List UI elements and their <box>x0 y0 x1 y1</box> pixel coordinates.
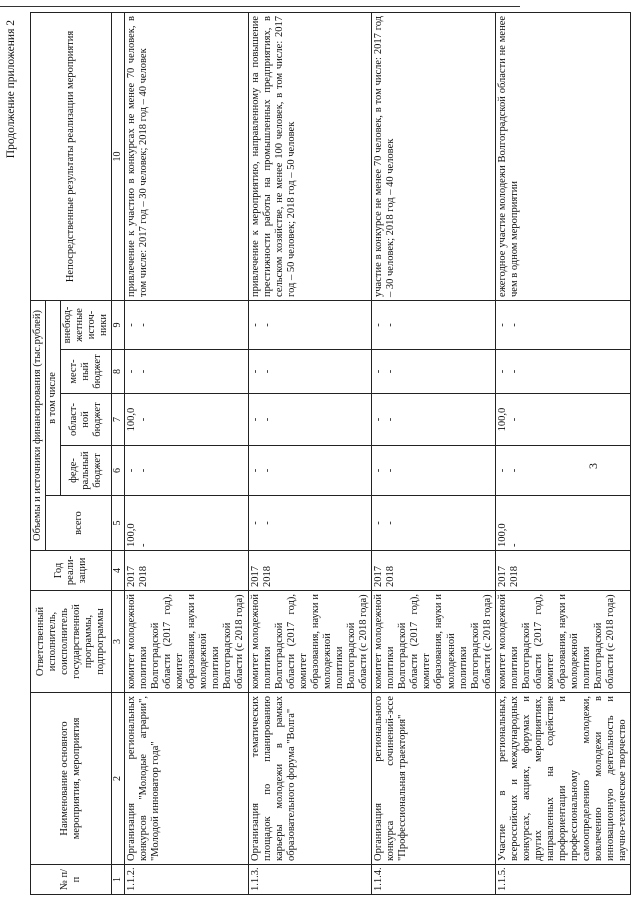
responsible-executor: комитет молодежной политики Волгоградской области (2017 год), комитет образования, науки и молодежной политики Волгоградской области (с 2018 года) <box>248 591 372 693</box>
col-number: 5 <box>112 496 125 551</box>
federal-amount: - - <box>124 446 248 496</box>
col-number: 2 <box>112 693 125 865</box>
col-number: 1 <box>112 865 125 895</box>
expected-result: привлечение к мероприятию, направленному на повышение престижности работы на промышленных предприятиях, в сельском хозяйстве, не менее 100 человек, в том числе: 2017 год – 50 человек; 2018 год – 50 человек <box>248 12 372 300</box>
col-number: 8 <box>112 350 125 394</box>
responsible-executor: комитет молодежной политики Волгоградской области (2017 год), комитет образования, науки и молодежной политики Волгоградской области (с 2018 года) <box>372 591 496 693</box>
federal-amount: - - <box>495 446 631 496</box>
header-responsible: Ответственный исполнитель, соисполнитель государственной программы, подпрограммы <box>31 591 112 693</box>
activity-name: Организация тематических площадок по планированию карьеры молодежи в рамках образовательного форума "Волга" <box>248 693 372 865</box>
local-amount: - - <box>372 350 496 394</box>
expected-result: привлечение к участию в конкурсах не менее 70 человек, в том числе: 2017 год – 30 человек; 2018 год – 40 человек <box>124 12 248 300</box>
federal-amount: - - <box>372 446 496 496</box>
table-row <box>124 12 248 894</box>
expected-result: ежегодное участие молодежи Волгоградской области не менее чем в одном мероприятии <box>495 12 631 300</box>
activity-name: Организация регионального конкурса сочинений-эссе "Профессиональная траектория" <box>372 693 496 865</box>
col-number: 9 <box>112 300 125 349</box>
regional-amount: - - <box>248 394 372 446</box>
activity-name: Участие в региональных, всероссийских и международных конкурсах, акциях, форумах и других мероприятиях, направленных на содействие профориентации и профессиональному самоопределению молодежи, вовлечению молодежи в инновационную деятельность и научно-техническое творчество <box>495 693 631 865</box>
page-number: 3 <box>586 463 600 469</box>
table-row <box>248 12 372 894</box>
header-total: всего <box>46 496 112 551</box>
table-row <box>372 12 496 894</box>
row-number: 1.1.3. <box>248 865 372 895</box>
total-amount: 100,0 - <box>495 496 631 551</box>
extra-amount: - - <box>372 300 496 349</box>
header-extra: внебюд- жетные источ- ники <box>61 300 112 349</box>
regional-amount: - - <box>372 394 496 446</box>
header-including: в том числе <box>46 300 61 495</box>
header-name: Наименование основного мероприятия, мероприятия <box>31 693 112 865</box>
col-number: 3 <box>112 591 125 693</box>
extra-amount: - - <box>495 300 631 349</box>
regional-amount: 100,0 - <box>495 394 631 446</box>
row-number: 1.1.4. <box>372 865 496 895</box>
col-number: 10 <box>112 12 125 300</box>
col-number: 7 <box>112 394 125 446</box>
table-row <box>495 12 631 894</box>
federal-amount: - - <box>248 446 372 496</box>
row-number: 1.1.2. <box>124 865 248 895</box>
col-number: 4 <box>112 551 125 591</box>
row-number: 1.1.5. <box>495 865 631 895</box>
header-num: № п/п <box>31 865 112 895</box>
implementation-years: 2017 2018 <box>372 551 496 591</box>
activity-name: Организация региональных конкурсов "Молодые аграрии", "Молодой инноватор года" <box>124 693 248 865</box>
total-amount: 100,0 - <box>124 496 248 551</box>
implementation-years: 2017 2018 <box>248 551 372 591</box>
implementation-years: 2017 2018 <box>124 551 248 591</box>
header-local: мест- ный бюджет <box>61 350 112 394</box>
extra-amount: - - <box>124 300 248 349</box>
total-amount: - - <box>372 496 496 551</box>
header-finance: Объемы и источники финансирования (тыс.рублей) <box>31 300 46 550</box>
implementation-years: 2017 2018 <box>495 551 631 591</box>
local-amount: - - <box>248 350 372 394</box>
responsible-executor: комитет молодежной политики Волгоградской области (2017 год), комитет образования, науки и молодежной политики Волгоградской области (с 2018 года) <box>124 591 248 693</box>
header-year: Год реали- зации <box>31 551 112 591</box>
col-number: 6 <box>112 446 125 496</box>
extra-amount: - - <box>248 300 372 349</box>
regional-amount: 100,0 - <box>124 394 248 446</box>
local-amount: - - <box>495 350 631 394</box>
expected-result: участие в конкурсе не менее 70 человек, в том числе: 2017 год – 30 человек; 2018 год – 40 человек <box>372 12 496 300</box>
program-table <box>30 12 631 895</box>
header-federal: феде- ральный бюджет <box>61 446 112 496</box>
total-amount: - - <box>248 496 372 551</box>
appendix-caption: Продолжение приложения 2 <box>5 20 17 159</box>
local-amount: - - <box>124 350 248 394</box>
responsible-executor: комитет молодежной политики Волгоградской области (2017 год), комитет образования, науки и молодежной политики Волгоградской области (с 2018 года) <box>495 591 631 693</box>
header-result: Непосредственные результаты реализации мероприятия <box>31 12 112 300</box>
header-regional: област- ной бюджет <box>61 394 112 446</box>
